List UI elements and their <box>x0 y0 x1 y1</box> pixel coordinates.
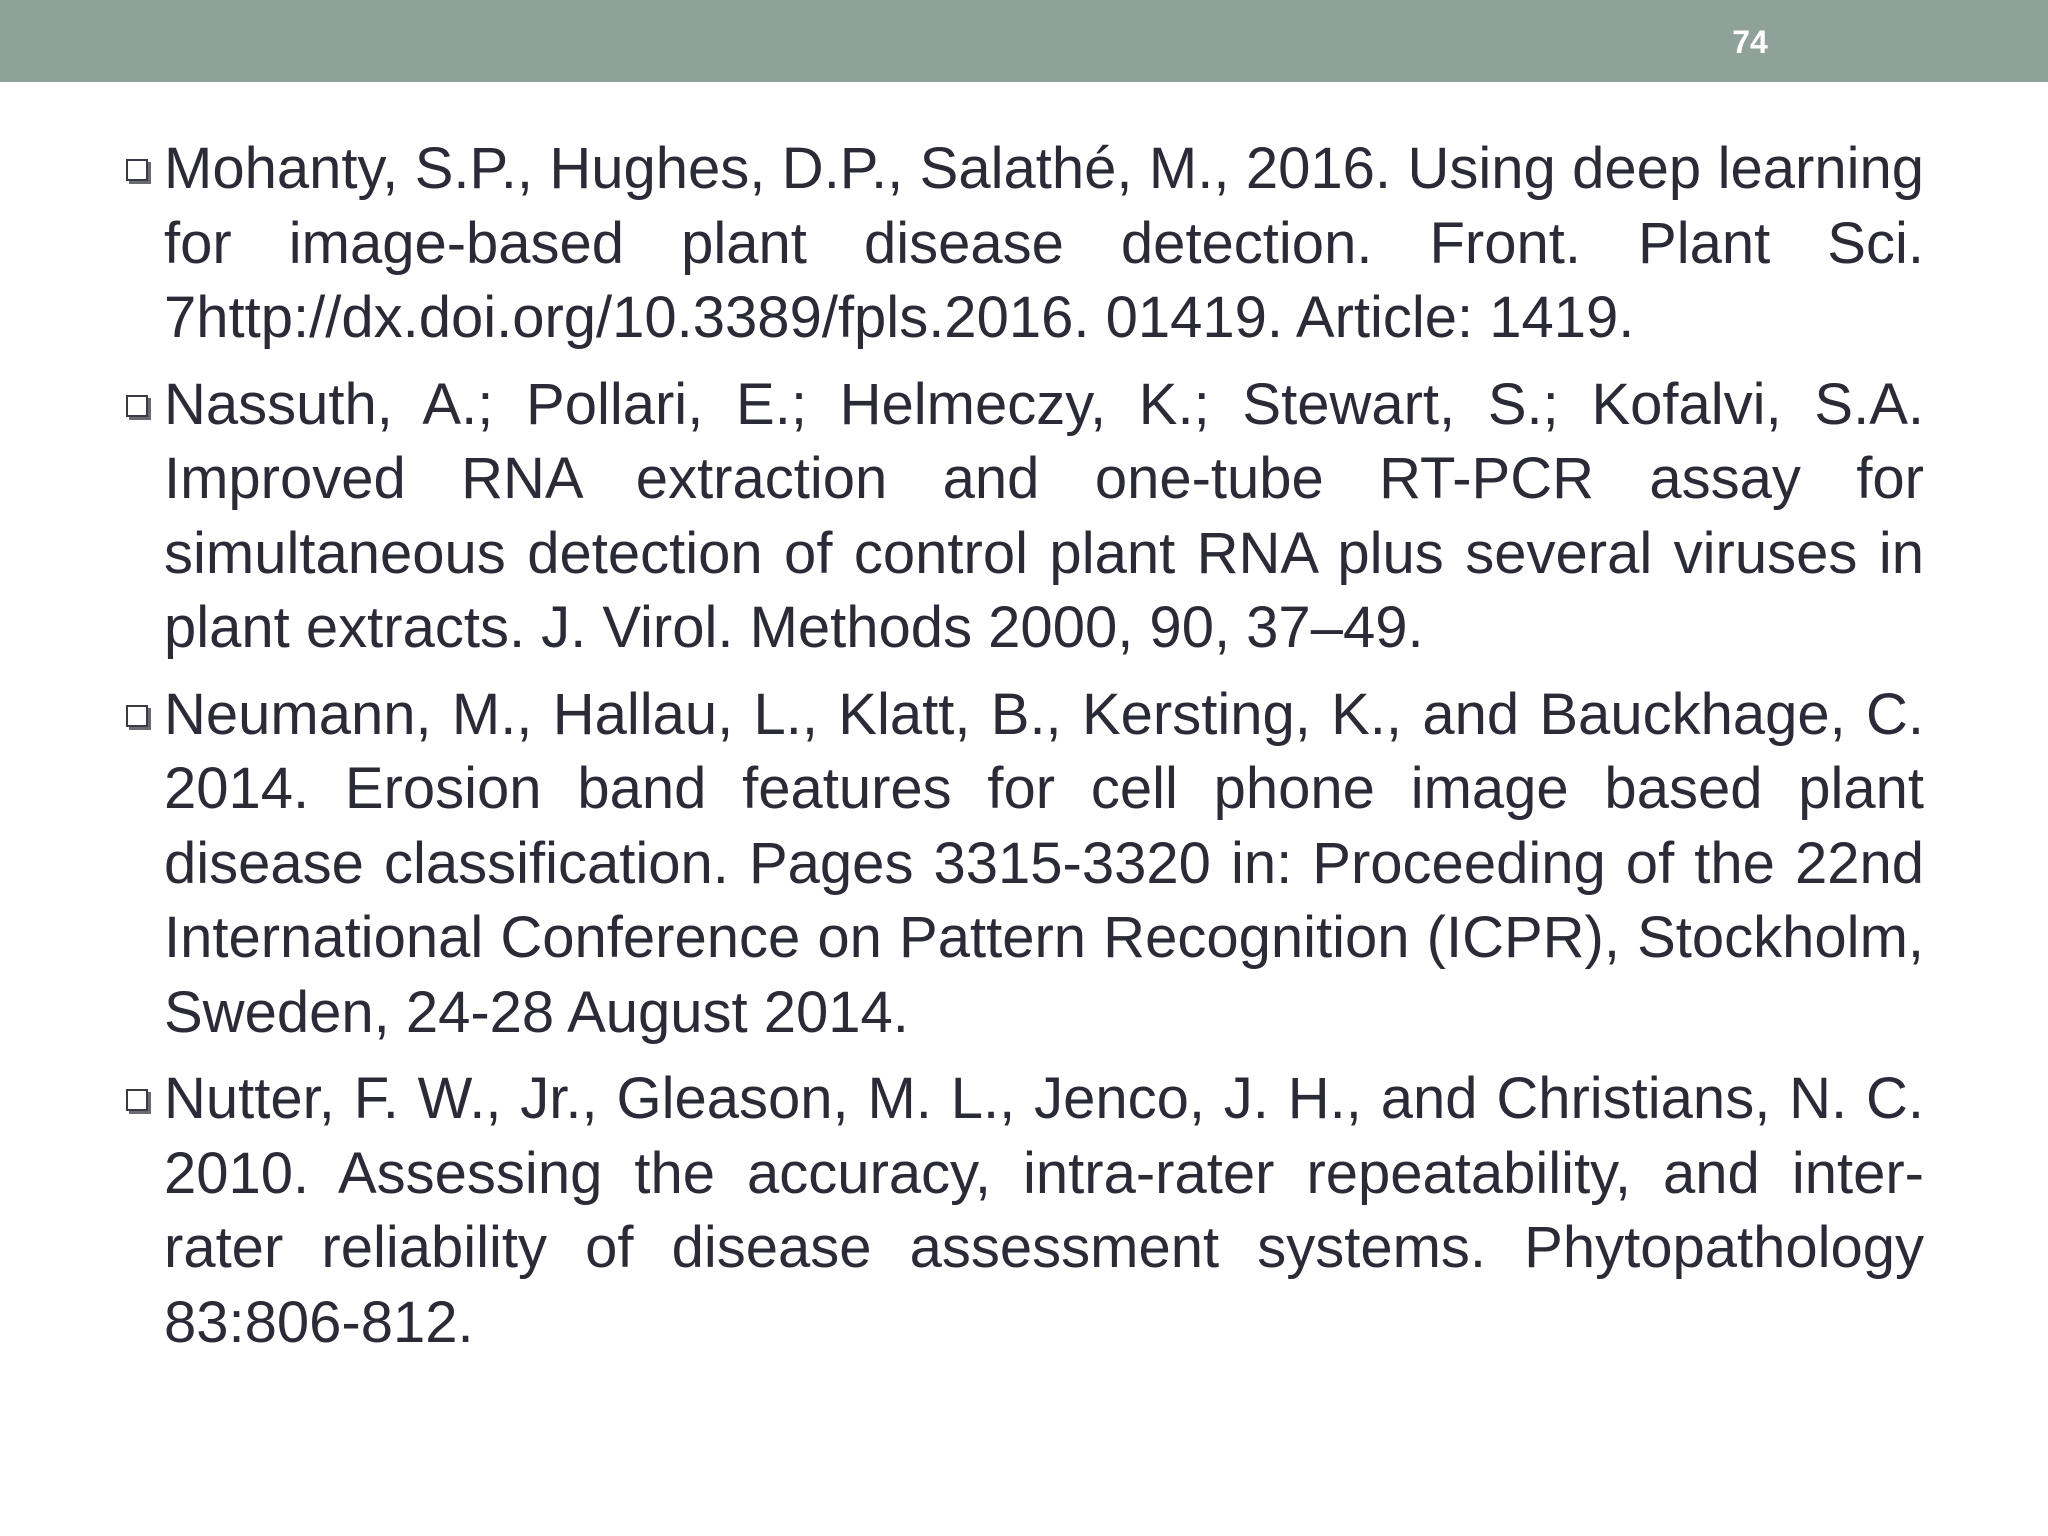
reference-text: Neumann, M., Hallau, L., Klatt, B., Kersting, K., and Bauckhage, C. 2014. Erosion band features for cell phone image based plant disease classification. Pages 3315-3320 in: Proceeding of the 22nd International Conference on Pattern Recognition (ICPR), Stockholm, Sweden, 24-28 August 2014. <box>164 681 1924 1045</box>
reference-item <box>126 678 1924 1051</box>
hollow-square-bullet-icon <box>126 395 148 417</box>
reference-text: Mohanty, S.P., Hughes, D.P., Salathé, M., 2016. Using deep learning for image-based plant disease detection. Front. Plant Sci. 7http://dx.doi.org/10.3389/fpls.2016. 01419. Article: 1419. <box>164 136 1924 350</box>
hollow-square-bullet-icon <box>126 159 148 181</box>
slide-number: 74 <box>1732 24 1768 60</box>
reference-text: Nutter, F. W., Jr., Gleason, M. L., Jenco, J. H., and Christians, N. C. 2010. Assessing the accuracy, intra-rater repeatability, and inter-rater reliability of disease assessment systems. Phytopathology 83:806-812. <box>164 1066 1924 1355</box>
hollow-square-bullet-icon <box>126 1089 148 1111</box>
reference-item <box>126 368 1924 666</box>
reference-list <box>126 132 1924 1372</box>
slide-header-bar <box>0 0 2048 82</box>
reference-text: Nassuth, A.; Pollari, E.; Helmeczy, K.; Stewart, S.; Kofalvi, S.A. Improved RNA extraction and one-tube RT-PCR assay for simultaneous detection of control plant RNA plus several viruses in plant extracts. J. Virol. Methods 2000, 90, 37–49. <box>164 371 1924 660</box>
hollow-square-bullet-icon <box>126 705 148 727</box>
reference-item <box>126 1062 1924 1360</box>
reference-item <box>126 132 1924 356</box>
